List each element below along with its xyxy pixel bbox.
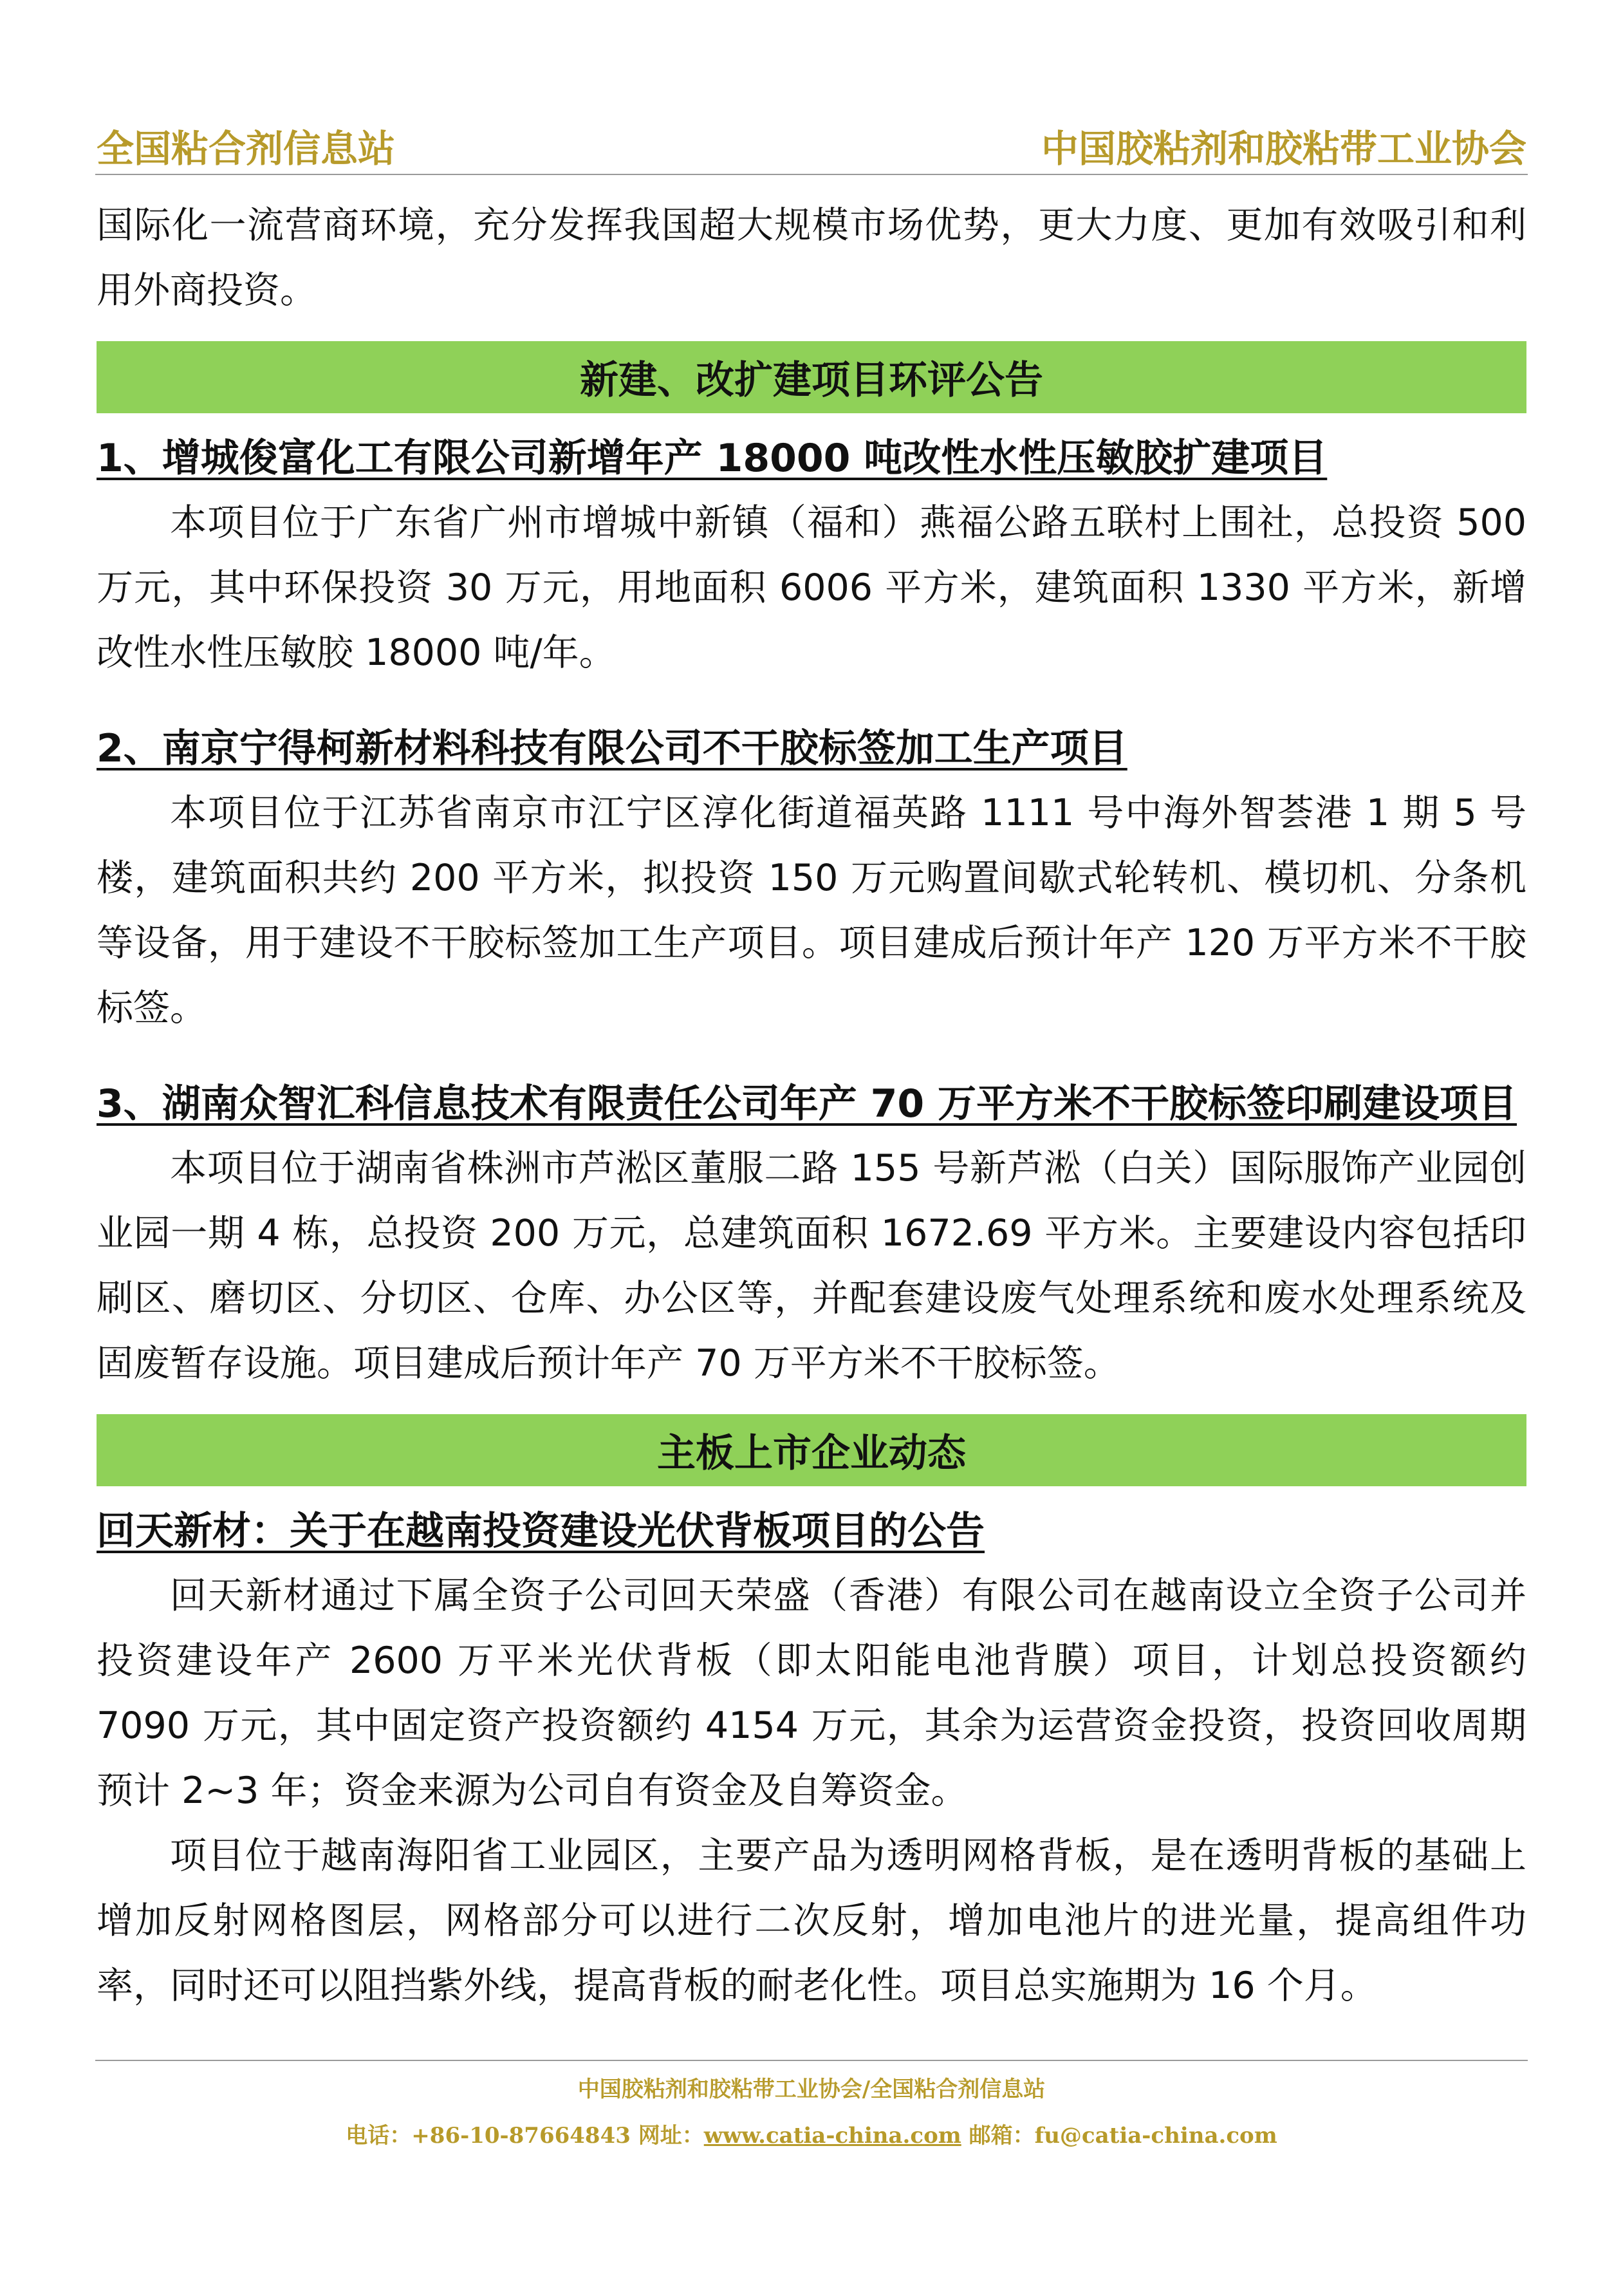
item-heading-1: 1、增城俊富化工有限公司新增年产 18000 吨改性水性压敏胶扩建项目 (97, 436, 1328, 481)
news-heading: 回天新材：关于在越南投资建设光伏背板项目的公告 (97, 1509, 985, 1554)
item-body-1: 本项目位于广东省广州市增城中新镇（福和）燕福公路五联村上围社，总投资 500 万元，其中环保投资 30 万元，用地面积 6006 平方米，建筑面积 1330 平方米，新增改性水性压敏胶 18000 吨/年。 (97, 501, 1526, 674)
footer-website-link[interactable]: www.catia-china.com (703, 2123, 961, 2149)
footer-divider (95, 2060, 1528, 2061)
page-header (97, 109, 1526, 171)
intro-paragraph: 国际化一流营商环境，充分发挥我国超大规模市场优势，更大力度、更加有效吸引和利用外商投资。 (97, 204, 1526, 312)
item-body-3: 本项目位于湖南省株洲市芦淞区董服二路 155 号新芦淞（白关）国际服饰产业园创业园一期 4 栋，总投资 200 万元，总建筑面积 1672.69 平方米。主要建设内容包括印刷区、磨切区、分切区、仓库、办公区等，并配套建设废气处理系统和废水处理系统及固废暂存设施。项目建成后预计年产 70 万平方米不干胶标签。 (97, 1147, 1526, 1385)
header-divider (95, 174, 1528, 175)
item-heading-3: 3、湖南众智汇科信息技术有限责任公司年产 70 万平方米不干胶标签印刷建设项目 (97, 1081, 1517, 1126)
item-body-2: 本项目位于江苏省南京市江宁区淳化街道福英路 1111 号中海外智荟港 1 期 5 号楼，建筑面积共约 200 平方米，拟投资 150 万元购置间歇式轮转机、模切机、分条机等设备，用于建设不干胶标签加工生产项目。项目建成后预计年产 120 万平方米不干胶标签。 (97, 792, 1526, 1029)
footer-contact-line (0, 2118, 1623, 2149)
item-heading-2: 2、南京宁得柯新材料科技有限公司不干胶标签加工生产项目 (97, 726, 1127, 771)
header-right-title: 中国胶粘剂和胶粘带工业协会 (1041, 127, 1526, 171)
footer-email: 邮箱：fu@catia-china.com (961, 2123, 1277, 2149)
main-content (97, 193, 1526, 2019)
footer-org-line: 中国胶粘剂和胶粘带工业协会/全国粘合剂信息站 (577, 2077, 1046, 2102)
header-left-title: 全国粘合剂信息站 (97, 127, 396, 171)
section-banner-listed-companies: 主板上市企业动态 (97, 1414, 1526, 1486)
news-paragraph-1: 回天新材通过下属全资子公司回天荣盛（香港）有限公司在越南设立全资子公司并投资建设年产 2600 万平米光伏背板（即太阳能电池背膜）项目，计划总投资额约 7090 万元，其中固定资产投资额约 4154 万元，其余为运营资金投资，投资回收周期预计 2~3 年；资金来源为公司自有资金及自筹资金。 (97, 1574, 1526, 1812)
footer-phone: 电话：+86-10-87664843 网址： (346, 2123, 704, 2149)
news-paragraph-2: 项目位于越南海阳省工业园区，主要产品为透明网格背板，是在透明背板的基础上增加反射网格图层，网格部分可以进行二次反射，增加电池片的进光量，提高组件功率，同时还可以阻挡紫外线，提高背板的耐老化性。项目总实施期为 16 个月。 (97, 1834, 1526, 2007)
section-banner-eia: 新建、改扩建项目环评公告 (97, 341, 1526, 413)
